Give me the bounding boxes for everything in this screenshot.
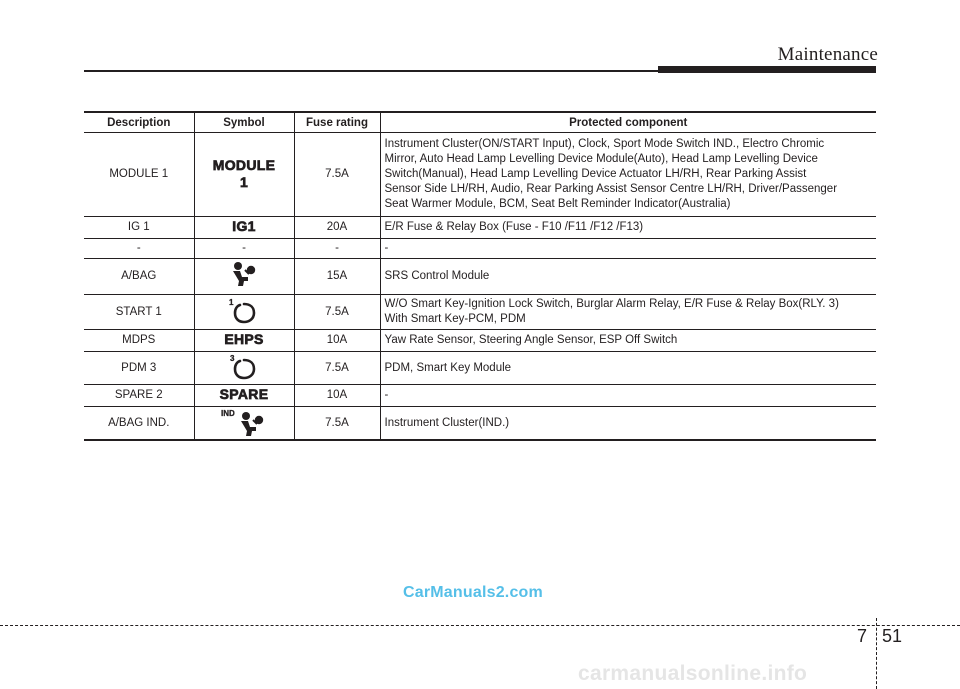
protected-component-cell: Instrument Cluster(IND.) <box>380 407 876 441</box>
column-header-symbol: Symbol <box>194 112 294 133</box>
symbol-text: SPARE <box>219 386 269 402</box>
description-cell: A/BAG <box>84 259 194 295</box>
column-header-description: Description <box>84 112 194 133</box>
description-cell: SPARE 2 <box>84 385 194 407</box>
footer-site-watermark: carmanualsonline.info <box>578 662 808 685</box>
watermark-link[interactable]: CarManuals2.com <box>403 584 543 601</box>
fuse-rating-cell: 10A <box>294 330 380 352</box>
fuse-rating-cell: 10A <box>294 385 380 407</box>
table-header-row <box>84 112 876 133</box>
description-cell: A/BAG IND. <box>84 407 194 441</box>
table-row <box>84 133 876 217</box>
table-row <box>84 217 876 239</box>
table-row <box>84 407 876 441</box>
column-header-protected-component: Protected component <box>380 112 876 133</box>
airbag-ind-symbol <box>221 409 267 437</box>
symbol-cell <box>194 217 294 239</box>
fuse-rating-cell: 7.5A <box>294 295 380 330</box>
fuse-rating-cell: 20A <box>294 217 380 239</box>
symbol-cell <box>194 259 294 295</box>
description-cell: MODULE 1 <box>84 133 194 217</box>
protected-component-cell <box>380 133 876 217</box>
section-title: Maintenance <box>777 44 878 65</box>
symbol-cell <box>194 330 294 352</box>
symbol-text: 1 <box>239 173 249 190</box>
fuse-rating-cell: 7.5A <box>294 407 380 441</box>
protected-component-cell: PDM, Smart Key Module <box>380 352 876 385</box>
header-rule <box>84 70 662 72</box>
pdm-symbol <box>227 354 261 382</box>
module-symbol <box>213 158 275 192</box>
description-cell: MDPS <box>84 330 194 352</box>
table-row <box>84 295 876 330</box>
protected-line: Switch(Manual), Head Lamp Levelling Device Actuator LH/RH, Rear Parking Assist <box>384 168 807 180</box>
protected-line: Mirror, Auto Head Lamp Levelling Device Module(Auto), Head Lamp Levelling Device <box>384 153 818 165</box>
page-number-separator <box>876 618 877 689</box>
description-cell: PDM 3 <box>84 352 194 385</box>
start-symbol <box>227 298 261 326</box>
protected-component-cell: - <box>380 385 876 407</box>
symbol-text: MODULE <box>212 156 276 173</box>
symbol-cell <box>194 407 294 441</box>
table-row <box>84 259 876 295</box>
protected-line: With Smart Key-PCM, PDM <box>384 313 526 325</box>
protected-line: Seat Warmer Module, BCM, Seat Belt Reminder Indicator(Australia) <box>384 198 731 210</box>
symbol-superscript: 3 <box>230 354 235 363</box>
chapter-number: 7 <box>857 626 868 646</box>
symbol-cell: - <box>194 239 294 259</box>
fuse-table <box>84 111 876 441</box>
symbol-text: IG1 <box>232 218 256 234</box>
header-rule-bold <box>658 66 876 73</box>
footer-divider <box>0 625 960 626</box>
airbag-ind-icon <box>237 411 267 437</box>
fuse-rating-cell: 15A <box>294 259 380 295</box>
protected-line: Sensor Side LH/RH, Audio, Rear Parking Assist Sensor Centre LH/RH, Driver/Passenger <box>384 183 838 195</box>
fuse-rating-cell: 7.5A <box>294 352 380 385</box>
fuse-rating-cell: - <box>294 239 380 259</box>
symbol-cell <box>194 352 294 385</box>
protected-component-cell: - <box>380 239 876 259</box>
protected-component-cell: E/R Fuse & Relay Box (Fuse - F10 /F11 /F12 /F13) <box>380 217 876 239</box>
airbag-icon <box>229 261 259 287</box>
symbol-cell <box>194 385 294 407</box>
pdm-loop-icon <box>227 354 261 382</box>
symbol-text: EHPS <box>224 331 264 347</box>
protected-component-cell: Yaw Rate Sensor, Steering Angle Sensor, ESP Off Switch <box>380 330 876 352</box>
protected-line: W/O Smart Key-Ignition Lock Switch, Burglar Alarm Relay, E/R Fuse & Relay Box(RLY. 3) <box>384 298 839 310</box>
symbol-cell <box>194 133 294 217</box>
description-cell: START 1 <box>84 295 194 330</box>
table-row <box>84 385 876 407</box>
description-cell: IG 1 <box>84 217 194 239</box>
protected-component-cell: SRS Control Module <box>380 259 876 295</box>
protected-component-cell <box>380 295 876 330</box>
symbol-cell <box>194 295 294 330</box>
fuse-rating-cell: 7.5A <box>294 133 380 217</box>
column-header-fuse-rating: Fuse rating <box>294 112 380 133</box>
table-row <box>84 330 876 352</box>
start-loop-icon <box>227 298 261 326</box>
description-cell: - <box>84 239 194 259</box>
symbol-superscript: 1 <box>229 298 234 307</box>
table-row <box>84 352 876 385</box>
page-number: 51 <box>882 626 903 646</box>
symbol-superscript: IND <box>221 409 235 418</box>
table-row <box>84 239 876 259</box>
protected-line: Instrument Cluster(ON/START Input), Clock, Sport Mode Switch IND., Electro Chromic <box>384 138 825 150</box>
